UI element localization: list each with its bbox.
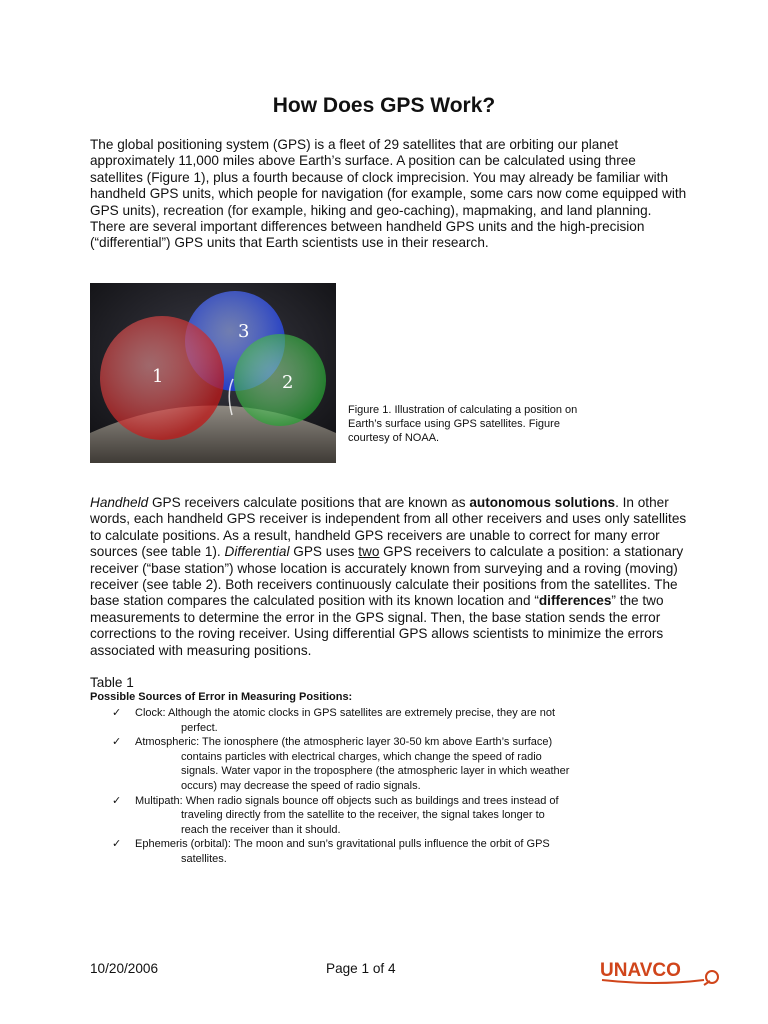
list-item-ephemeris xyxy=(90,837,650,866)
list-item-clock xyxy=(90,706,650,735)
list-item-multipath xyxy=(90,794,650,838)
table-heading: Possible Sources of Error in Measuring Positions: xyxy=(90,691,353,703)
checkmark-icon: ✓ xyxy=(112,707,122,719)
para2-text: ” the two measurements to determine the error in the GPS signal. Then, the base station sends the error corrections to the roving receiver. Using differential GPS allows scientists to minimize the errors associated with measuring positions. xyxy=(90,593,664,658)
list-item-atmospheric xyxy=(90,735,650,793)
para2-text: GPS uses xyxy=(289,544,359,560)
list-item-text: perfect. xyxy=(181,721,218,734)
list-item-text: traveling directly from the satellite to the receiver, the signal takes longer to xyxy=(181,809,545,822)
list-item-text: Ephemeris (orbital): The moon and sun’s gravitational pulls influence the orbit of GPS xyxy=(135,838,550,851)
list-item-text: Atmospheric: The ionosphere (the atmospheric layer 30-50 km above Earth’s surface) xyxy=(135,736,553,749)
logo-text: UNAVCO xyxy=(600,960,681,981)
list-item-text: signals. Water vapor in the troposphere (the atmospheric layer in which weather xyxy=(181,765,570,778)
list-item-text: reach the receiver than it should. xyxy=(181,823,341,836)
footer-date: 10/20/2006 xyxy=(90,961,159,976)
page-title: How Does GPS Work? xyxy=(272,94,496,117)
checkmark-icon: ✓ xyxy=(112,838,122,851)
sphere-label-2: 2 xyxy=(282,372,294,393)
table-label: Table 1 xyxy=(90,675,134,690)
list-item-text: Multipath: When radio signals bounce off objects such as buildings and trees instead of xyxy=(135,794,559,807)
para2-text: GPS receivers to calculate a position: a stationary receiver (“base station”) whose location is accurately known from surveying and a roving (moving) receiver (see table 2). Both receivers continuously calculate their positions from the satellites. The base station compares the calculated position with its known location and “ xyxy=(90,544,684,609)
unavco-logo xyxy=(600,955,724,991)
list-item-text: contains particles with electrical charges, which change the speed of radio xyxy=(181,750,542,763)
para2-text: GPS receivers calculate positions that are known as xyxy=(148,495,470,510)
differential-paragraph xyxy=(90,495,690,659)
sphere-label-1: 1 xyxy=(152,366,164,387)
emphasis-differences: differences xyxy=(538,593,612,609)
figure-caption: Figure 1. Illustration of calculating a position on Earth’s surface using GPS satellites. Figure courtesy of NOAA. xyxy=(348,404,578,445)
sphere-label-3: 3 xyxy=(238,321,250,342)
error-sources-list xyxy=(90,706,650,867)
satellite-sphere-2 xyxy=(234,334,326,426)
emphasis-autonomous-solutions: autonomous solutions xyxy=(469,495,616,510)
list-item-text: Clock: Although the atomic clocks in GPS satellites are extremely precise, they are not xyxy=(135,707,556,719)
list-item-text: occurs) may decrease the speed of radio signals. xyxy=(181,779,421,792)
emphasis-differential: Differential xyxy=(224,544,290,560)
gps-figure-image xyxy=(90,283,336,463)
emphasis-two: two xyxy=(358,544,380,560)
footer-page-number: Page 1 of 4 xyxy=(326,961,396,976)
list-item-text: satellites. xyxy=(181,852,227,865)
satellite-dish-icon xyxy=(706,971,718,983)
intro-paragraph: The global positioning system (GPS) is a fleet of 29 satellites that are orbiting our planet approximately 11,000 miles above Earth’s surface. A position can be calculated using three satellites (Figure 1), plus a fourth because of clock imprecision. You may already be familiar with handheld GPS units, which people for navigation (for example, some cars now come equipped with GPS units), recreation (for example, hiking and geo-caching), mapmaking, and land planning. There are several important differences between handheld GPS units and the high-precision (“differential”) GPS units that Earth scientists use in their research. xyxy=(90,137,687,251)
para2-text: . In other words, each handheld GPS receiver is independent from all other receivers and uses only satellites to calculate positions. As a result, handheld GPS receivers are unable to correct for many error sources (see table 1). xyxy=(90,495,687,560)
checkmark-icon: ✓ xyxy=(112,736,122,749)
emphasis-handheld: Handheld xyxy=(90,495,149,510)
checkmark-icon: ✓ xyxy=(112,794,122,807)
